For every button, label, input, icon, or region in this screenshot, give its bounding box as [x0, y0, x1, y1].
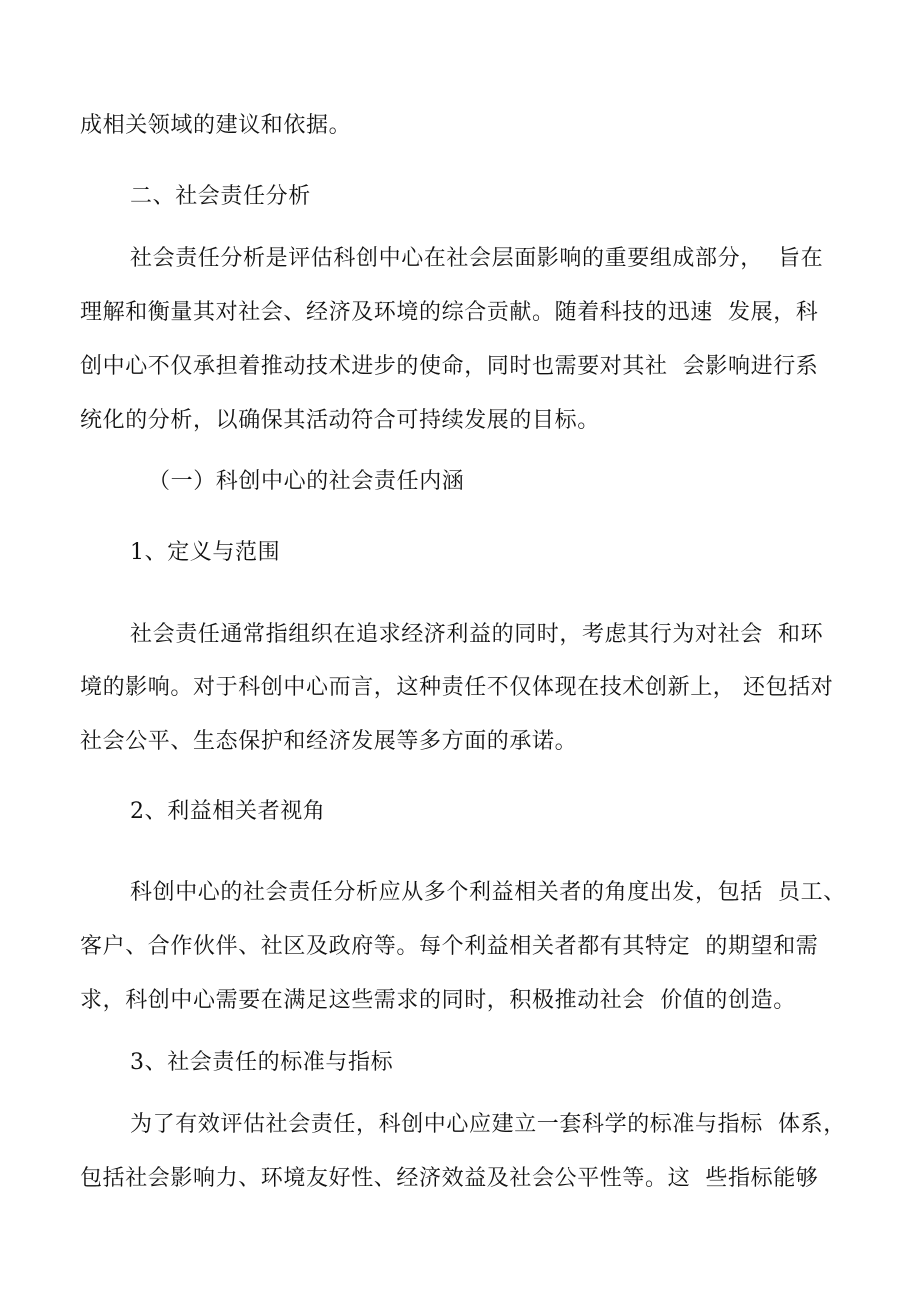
body-text-line: 社会公平、生态保护和经济发展等多方面的承诺。 [80, 729, 578, 754]
body-text-line: 求，科创中心需要在满足这些需求的同时，积极推动社会 价值的创造。 [80, 988, 796, 1013]
body-text-line: 科创中心的社会责任分析应从多个利益相关者的角度出发，包括 员工、 [130, 880, 846, 905]
body-text-line: 理解和衡量其对社会、经济及环境的综合贡献。随着科技的迅速 发展，科 [80, 300, 819, 325]
item-heading: 2、利益相关者视角 [130, 799, 326, 824]
body-text-line: 包括社会影响力、环境友好性、经济效益及社会公平性等。这 些指标能够 [80, 1166, 819, 1191]
body-text-line: 境的影响。对于科创中心而言，这种责任不仅体现在技术创新上， 还包括对 [80, 675, 834, 700]
item-heading: 1、定义与范围 [130, 540, 281, 565]
body-text-line: 统化的分析，以确保其活动符合可持续发展的目标。 [80, 408, 600, 433]
body-text-line: 成相关领域的建议和依据。 [80, 113, 352, 138]
body-text-line: 为了有效评估社会责任，科创中心应建立一套科学的标准与指标 体系， [130, 1112, 846, 1137]
body-text-line: 客户、合作伙伴、社区及政府等。每个利益相关者都有其特定 的期望和需 [80, 934, 819, 959]
subsection-heading: （一）科创中心的社会责任内涵 [148, 469, 465, 494]
body-text-line: 社会责任分析是评估科创中心在社会层面影响的重要组成部分， 旨在 [130, 246, 824, 271]
item-heading: 3、社会责任的标准与指标 [130, 1050, 394, 1075]
section-heading: 二、社会责任分析 [130, 184, 311, 209]
body-text-line: 创中心不仅承担着推动技术进步的使命，同时也需要对其社 会影响进行系 [80, 354, 819, 379]
body-text-line: 社会责任通常指组织在追求经济利益的同时，考虑其行为对社会 和环 [130, 622, 824, 647]
